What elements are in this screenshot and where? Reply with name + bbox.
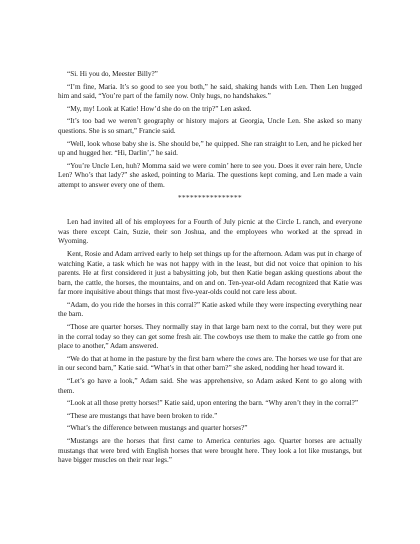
body-text	[58, 70, 362, 469]
paragraph: “Well, look whose baby she is. She should be,” he quipped. She ran straight to Len, and he picked her up and hugged her. “Hi, Darlin’,” he said.	[58, 139, 362, 158]
paragraph: “Si. Hi you do, Meester Billy?”	[67, 70, 158, 78]
paragraph: Kent, Rosie and Adam arrived early to help set things up for the afternoon. Adam was put in charge of watching Katie, a task which he was not happy with in the least, but did not voice that opinion to his parents. He at first considered it just a babysitting job, but then Katie began asking questions about the barn, the cattle, the horses, the mountains, and on and on. Ten-year-old Adam recognized that Katie was far more inquisitive about things that most five-year-olds could not care less about.	[58, 249, 362, 297]
paragraph: Len had invited all of his employees for a Fourth of July picnic at the Circle L ranch, and everyone was there except Cain, Suzie, their son Joshua, and the employees who worked at the spread in Wyoming.	[58, 218, 362, 246]
section-separator: ****************	[178, 193, 242, 202]
paragraph: “Look at all those pretty horses!” Katie said, upon entering the barn. “Why aren’t they in the corral?”	[67, 399, 359, 408]
paragraph: “Those are quarter horses. They normally stay in that large barn next to the corral, but they were put in the corral today so they can get some fresh air. The cowboys use them to make the cattle go from one place to another,” Adam answered.	[58, 323, 362, 351]
section-gap	[58, 203, 362, 218]
paragraph: “I’m fine, Maria. It’s so good to see you both,” he said, shaking hands with Len. Then Len hugged him and said, “You’re part of the family now. Only hugs, no handshakes.”	[58, 82, 362, 101]
paragraph: “Adam, do you ride the horses in this corral?” Katie asked while they were inspecting everything near the barn.	[58, 300, 362, 319]
paragraph: “Let’s go have a look,” Adam said. She was apprehensive, so Adam asked Kent to go along with them.	[58, 377, 362, 395]
paragraph: “My, my! Look at Katie! How’d she do on the trip?” Len asked.	[67, 104, 252, 113]
paragraph: “You’re Uncle Len, huh? Momma said we were comin’ here to see you. Does it ever rain here, Uncle Len? Who’s that lady?” she asked, pointing to Maria. The questions kept coming, and Len made a vain attempt to answer every one of them.	[58, 161, 362, 189]
paragraph: “Mustangs are the horses that first came to America centuries ago. Quarter horses are actually mustangs that were bred with English horses that were brought here. They look a lot like mustangs, but have bigger muscles on their rear legs.”	[58, 437, 362, 465]
paragraph: “We do that at home in the pasture by the first barn where the cows are. The horses we use for that are in our second barn,” Katie said. “What’s in that other barn?” she asked, nodding her head toward it.	[58, 354, 362, 373]
paragraph: “It’s too bad we weren’t geography or history majors at Georgia, Uncle Len. She asked so many questions. She is so smart,” Francie said.	[58, 117, 362, 135]
paragraph: “What’s the difference between mustangs and quarter horses?”	[67, 424, 248, 433]
paragraph: “These are mustangs that have been broken to ride.”	[67, 411, 218, 420]
